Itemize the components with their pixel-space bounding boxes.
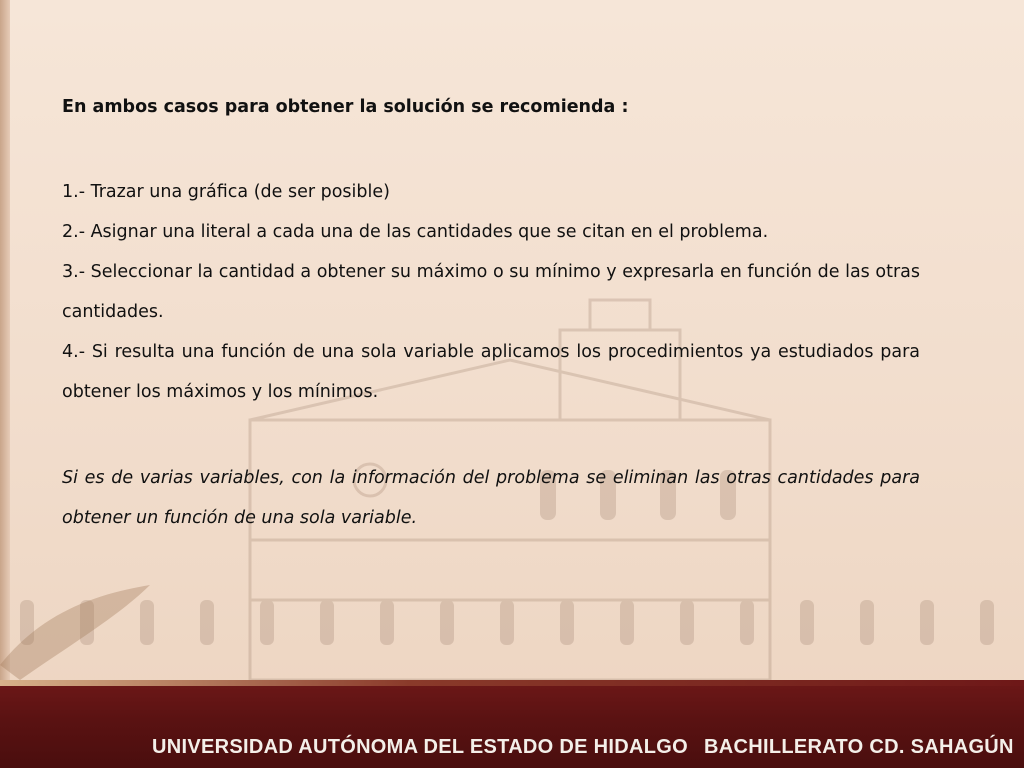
step-1: 1.- Trazar una gráfica (de ser posible) <box>62 182 390 202</box>
multivariable-note: Si es de varias variables, con la información del problema se eliminan las otras cantidades para obtener un función de una sola variable. <box>62 468 920 528</box>
footer-institution: UNIVERSIDAD AUTÓNOMA DEL ESTADO DE HIDALGO <box>152 736 688 758</box>
slide-content <box>62 88 920 538</box>
brush-stroke-decoration <box>0 575 180 685</box>
step-2: 2.- Asignar una literal a cada una de las cantidades que se citan en el problema. <box>62 222 769 242</box>
slide-heading: En ambos casos para obtener la solución se recomienda : <box>62 97 629 117</box>
step-4: 4.- Si resulta una función de una sola variable aplicamos los procedimientos ya estudiados para obtener los máximos y los mínimos. <box>62 342 920 402</box>
footer-campus: BACHILLERATO CD. SAHAGÚN <box>704 736 1014 758</box>
step-3: 3.- Seleccionar la cantidad a obtener su máximo o su mínimo y expresarla en función de las otras cantidades. <box>62 262 920 322</box>
footer-accent-line <box>0 680 1024 686</box>
